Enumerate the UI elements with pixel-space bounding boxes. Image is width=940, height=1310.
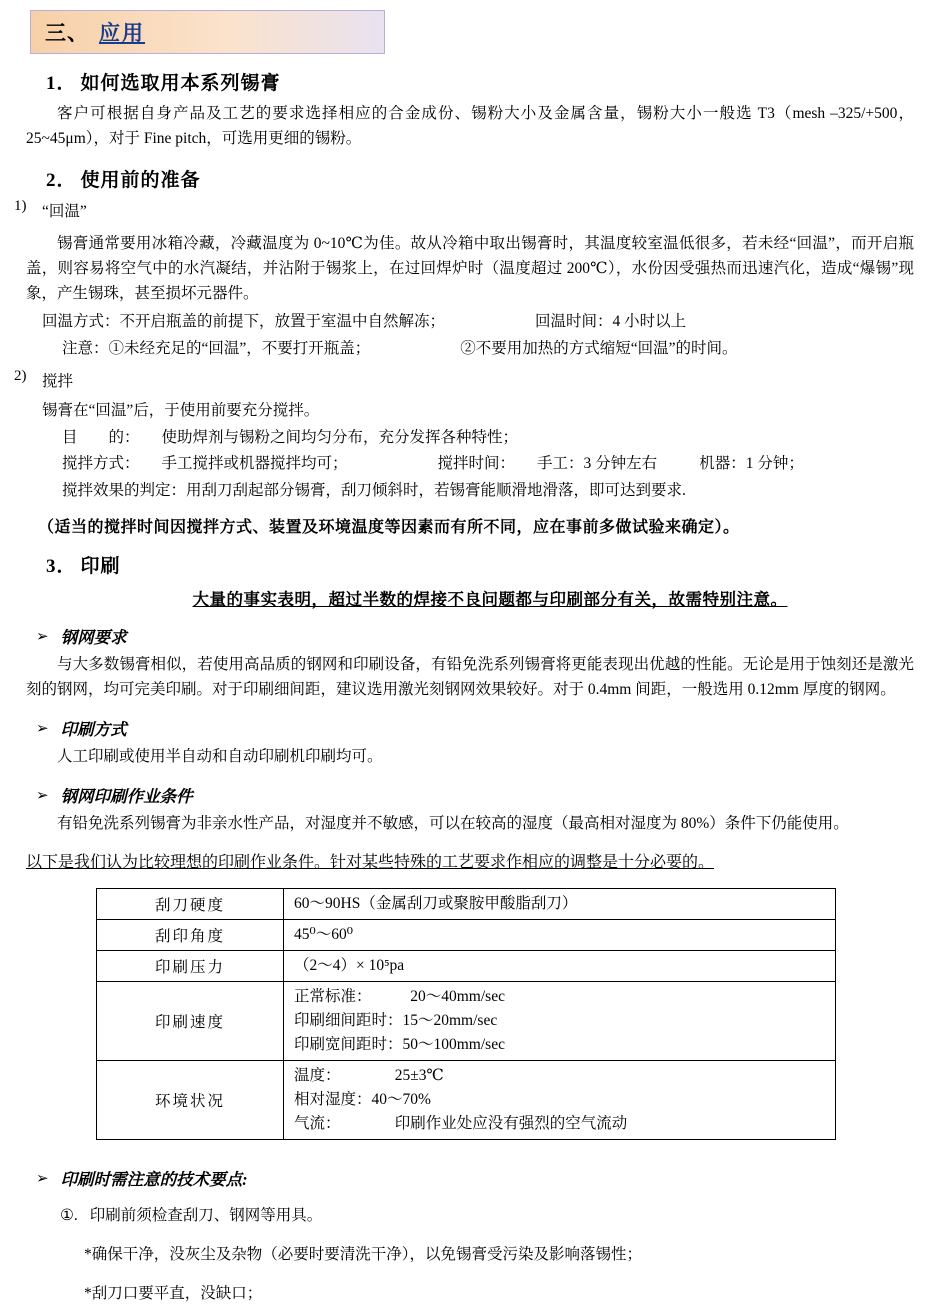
list-marker: 1) — [14, 198, 27, 215]
list-content — [42, 198, 940, 227]
table-cell-value — [284, 982, 836, 1061]
warmup-method-left: 回温方式：不开启瓶盖的前提下，放置于室温中自然解冻； — [42, 313, 446, 331]
bullet-heading: 钢网要求 — [60, 627, 127, 647]
printing-conditions-table — [96, 888, 836, 1140]
heading-2-label: 使用前的准备 — [80, 170, 201, 192]
paragraph-stencil-requirement: 与大多数锡膏相似，若使用高品质的钢网和印刷设备，有铅免洗系列锡膏将更能表现出优越的性能。无论是用于蚀刻还是激光刻的钢网，均可完美印刷。对于印刷细间距，建议选用激光刻钢网效果较好。对于 0.4mm 间距，一般选用 0.12mm 厚度的钢网。 — [26, 655, 914, 699]
stir-method-label: 搅拌方式： — [62, 455, 140, 473]
list-item-title: 搅拌 — [42, 372, 74, 390]
arrow-icon: ➢ — [36, 1169, 49, 1188]
list-item — [14, 198, 940, 227]
warmup-note-left: 注意：①未经充足的“回温”，不要打开瓶盖； — [62, 340, 371, 358]
bullet-heading: 钢网印刷作业条件 — [60, 787, 193, 807]
list-item-title: “回温” — [42, 203, 87, 221]
heading-3-number: 3． — [46, 555, 77, 577]
list-marker: 2) — [14, 367, 27, 384]
heading-3-label: 印刷 — [80, 555, 121, 577]
table-cell-value — [284, 888, 836, 919]
stir-judge-label: 搅拌效果的判定： — [62, 482, 187, 500]
paragraph-printing-conditions: 有铅免洗系列锡膏为非亲水性产品，对湿度并不敏感，可以在较高的湿度（最高相对湿度为 80%）条件下仍能使用。 — [57, 815, 849, 833]
stir-time-text: 手工：3 分钟左右 — [537, 455, 658, 473]
heading-3 — [46, 551, 940, 578]
heading-1-number: 1． — [46, 73, 77, 94]
table-cell-value — [284, 950, 836, 981]
warmup-method-line — [42, 310, 940, 335]
table-row — [97, 919, 836, 950]
list-item — [14, 368, 940, 397]
tech-point-note: *确保干净，没灰尘及杂物（必要时要清洗干净），以免锡膏受污染及影响落锡性； — [84, 1245, 643, 1263]
stir-bold-note: （适当的搅拌时间因搅拌方式、装置及环境温度等因素而有所不同，应在事前多做试验来确定）。 — [38, 518, 740, 536]
table-row — [97, 1061, 836, 1140]
table-cell-line: 正常标准： 20～40mm/sec — [294, 988, 505, 1005]
paragraph-warmup: 锡膏通常要用冰箱冷藏，冷藏温度为 0~10℃为佳。故从冷箱中取出锡膏时，其温度较室温低很多，若未经“回温”，而开启瓶盖，则容易将空气中的水汽凝结，并沾附于锡浆上，在过回焊炉时（温度超过 200℃），水份因受强热而迅速汽化，造成“爆锡”现象，产生锡珠，甚至损坏元器件。 — [26, 235, 914, 303]
table-cell-line: （2～4）× 10⁵pa — [294, 956, 405, 974]
stir-purpose-line — [62, 426, 940, 451]
table-row — [97, 950, 836, 981]
stir-body: 锡膏在“回温”后，于使用前要充分搅拌。 — [42, 401, 320, 419]
stir-purpose-label: 目 的： — [62, 428, 140, 446]
list-content — [42, 368, 940, 397]
warmup-method-right: 回温时间：4 小时以上 — [535, 313, 687, 331]
arrow-icon: ➢ — [36, 626, 49, 645]
table-cell-line: 印刷宽间距时：50～100mm/sec — [294, 1036, 505, 1054]
table-cell-line: 温度： 25±3℃ — [294, 1067, 444, 1085]
table-cell-label: 印刷压力 — [97, 950, 284, 981]
stir-time-label: 搅拌时间： — [437, 455, 516, 473]
stir-judge-line — [62, 479, 940, 504]
section-number: 三、 — [45, 21, 89, 45]
paragraph-printing-method: 人工印刷或使用半自动和自动印刷机印刷均可。 — [57, 748, 383, 766]
stir-time-machine: 机器：1 分钟； — [699, 455, 804, 473]
table-row — [97, 888, 836, 919]
tech-point-note: *刮刀口要平直，没缺口； — [84, 1284, 263, 1302]
stir-purpose-text: 使助焊剂与锡粉之间均匀分布，充分发挥各种特性； — [161, 428, 519, 446]
table-cell-line: 60～90HS（金属刮刀或聚胺甲酸脂刮刀） — [294, 894, 578, 912]
tech-point-item — [60, 1204, 940, 1229]
section-title: 应用 — [99, 21, 145, 45]
bullet-heading: 印刷方式 — [60, 720, 127, 740]
table-cell-line: 相对湿度：40～70% — [294, 1091, 431, 1109]
warmup-note-line — [62, 337, 940, 362]
tech-point-marker: ①. — [60, 1207, 78, 1225]
table-cell-line: 45⁰～60⁰ — [294, 925, 353, 943]
table-cell-line: 印刷细间距时：15～20mm/sec — [294, 1012, 498, 1030]
heading-1-label: 如何选取用本系列锡膏 — [80, 73, 281, 94]
stir-method-text: 手工搅拌或机器搅拌均可； — [161, 455, 348, 473]
bullet-heading: 印刷时需注意的技术要点: — [60, 1170, 248, 1190]
stir-judge-text: 用刮刀刮起部分锡膏，刮刀倾斜时，若锡膏能顺滑地滑落，即可达到要求. — [186, 482, 686, 500]
section-banner — [30, 10, 385, 54]
heading-2-number: 2． — [46, 170, 77, 192]
stir-method-line — [62, 452, 940, 477]
table-cell-label: 刮刀硬度 — [97, 888, 284, 919]
table-row — [97, 982, 836, 1061]
warmup-note-right: ②不要用加热的方式缩短“回温”的时间。 — [460, 340, 738, 358]
arrow-icon: ➢ — [36, 719, 49, 738]
table-cell-value — [284, 1061, 836, 1140]
heading-2 — [46, 165, 940, 192]
paragraph-select-paste: 客户可根据自身产品及工艺的要求选择相应的合金成份、锡粉大小及金属含量，锡粉大小一般选 T3（mesh –325/+500，25~45μm），对于 Fine pitch，可选用更细的锡粉。 — [26, 105, 914, 148]
heading-1 — [46, 68, 940, 95]
bullet-printing-method — [36, 716, 940, 740]
table-cell-label: 环境状况 — [97, 1061, 284, 1140]
tech-point-text: 印刷前须检查刮刀、钢网等用具。 — [89, 1207, 323, 1225]
printing-warning: 大量的事实表明，超过半数的焊接不良问题都与印刷部分有关，故需特别注意。 — [192, 589, 788, 609]
table-cell-label: 刮印角度 — [97, 919, 284, 950]
document-page — [0, 10, 940, 1310]
table-cell-label: 印刷速度 — [97, 982, 284, 1061]
table-lead-in: 以下是我们认为比较理想的印刷作业条件。针对某些特殊的工艺要求作相应的调整是十分必要的。 — [26, 854, 715, 872]
table-cell-line: 气流： 印刷作业处应没有强烈的空气流动 — [294, 1115, 628, 1133]
bullet-technical-points — [36, 1166, 940, 1190]
bullet-stencil-requirement — [36, 624, 940, 648]
table-cell-value — [284, 919, 836, 950]
bullet-printing-conditions — [36, 783, 940, 807]
arrow-icon: ➢ — [36, 786, 49, 805]
